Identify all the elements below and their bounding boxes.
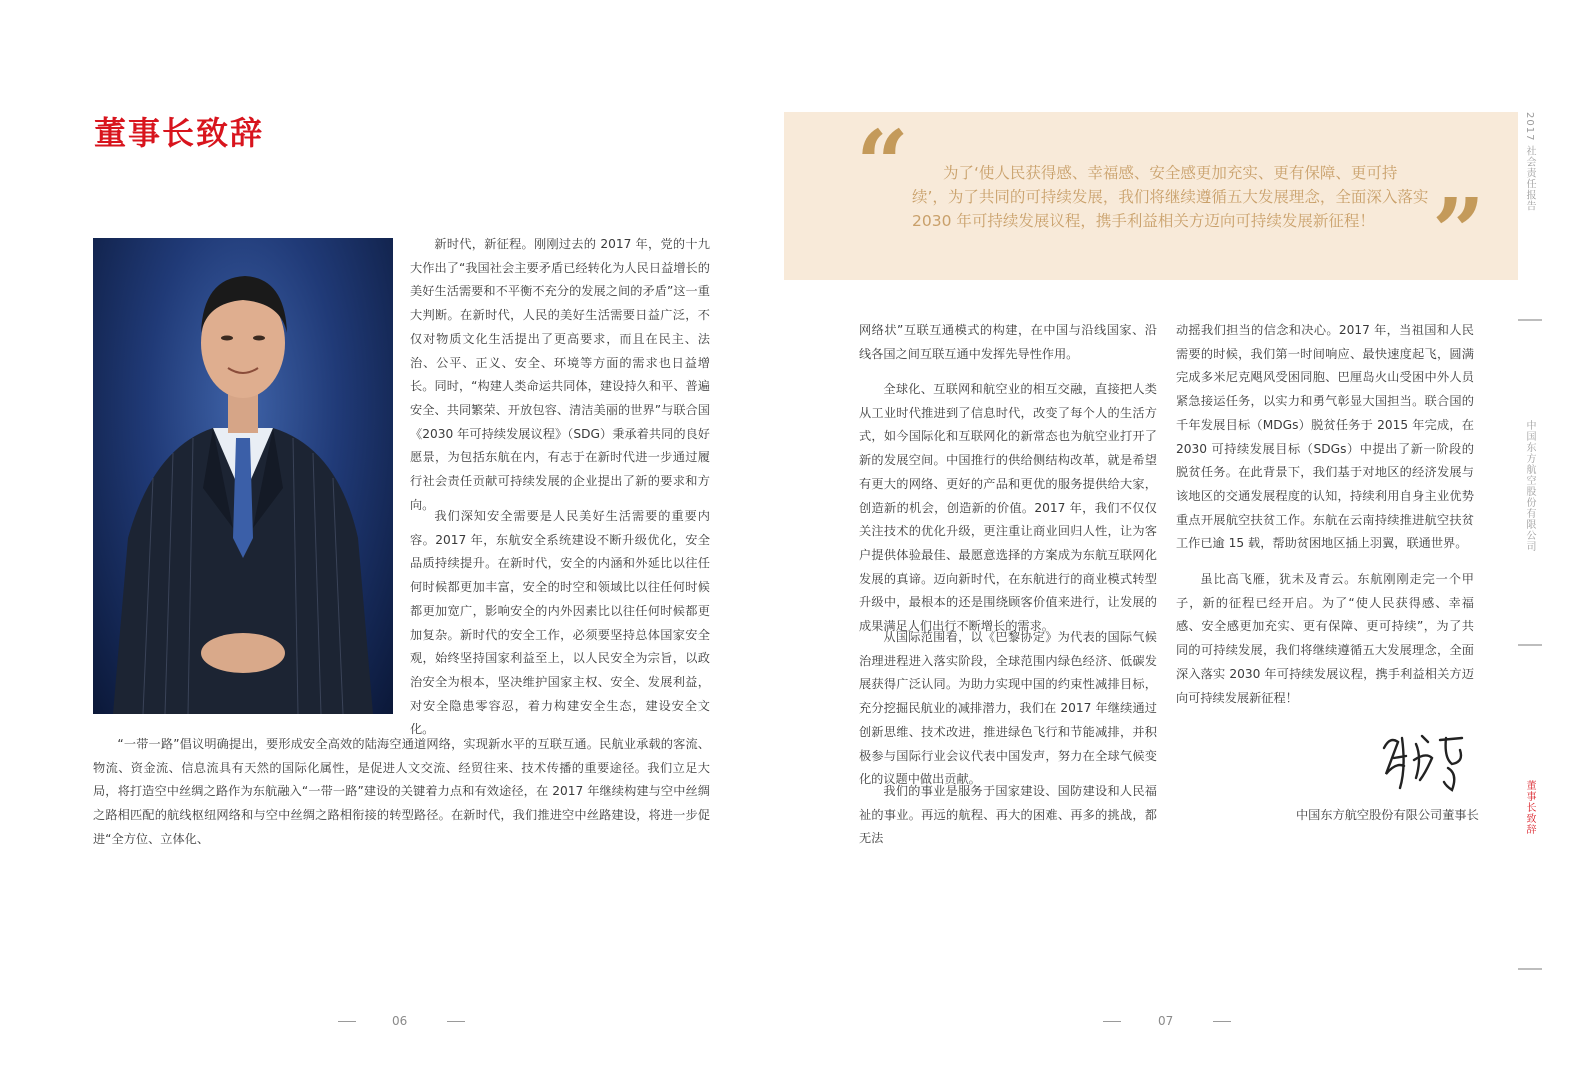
sidebar-section-label: 董事长致辞	[1524, 780, 1535, 835]
quote-open-mark: “	[856, 110, 909, 218]
page-dash	[338, 1021, 356, 1022]
page-title: 董事长致辞	[94, 114, 265, 152]
chairman-portrait	[93, 238, 393, 714]
quote-close-mark: ”	[1432, 178, 1485, 286]
paragraph-closing: 虽比高飞雁，犹未及青云。东航刚刚走完一个甲子，新的征程已经开启。为了“使人民获得感、幸福感、安全感更加充实、更有保障、更可持续”，为了共同的可持续发展，我们将继续遵循五大发展理念，全面深入落实 2030 年可持续发展议程，携手利益相关方迈向可持续发展新征程！	[1176, 572, 1474, 705]
page-dash	[447, 1021, 465, 1022]
sidebar-divider	[1518, 644, 1542, 646]
pull-quote: 为了‘使人民获得感、幸福感、安全感更加充实、更有保障、更可持续’，为了共同的可持续发展，我们将继续遵循五大发展理念，全面深入落实 2030 年可持续发展议程，携手利益相关方迈向可持续发展新征程！	[912, 164, 1429, 230]
signature	[1376, 728, 1472, 802]
paragraph-globalization: 全球化、互联网和航空业的相互交融，直接把人类从工业时代推进到了信息时代，改变了每个人的生活方式，如今国际化和互联网化的新常态也为航空业打开了新的发展空间。中国推行的供给侧结构改革，就是希望有更大的网络、更好的产品和更优的服务提供给大家，创造新的机会，创造新的价值。2017 年，我们不仅仅关注技术的优化升级，更注重让商业回归人性，让为客户提供体验最佳、最愿意选择的方案成为东航互联网化发展的真谛。迈向新时代，在东航进行的商业模式转型升级中，最根本的还是围绕顾客价值来进行，让发展的成果满足人们出行不断增长的需求。	[859, 382, 1157, 634]
paragraph-safety: 我们深知安全需要是人民美好生活需要的重要内容。2017 年，东航安全系统建设不断升级优化，安全品质持续提升。在新时代，安全的内涵和外延比以往任何时候都更加丰富，安全的时空和领域比以往任何时候都更加宽广，影响安全的内外因素比以往任何时候都更加复杂。新时代的安全工作，必须要坚持总体国家安全观，始终坚持国家利益至上，以人民安全为宗旨，以政治安全为根本，坚决维护国家主权、安全、发展利益，对安全隐患零容忍，着力构建安全生态，建设安全文化。	[410, 509, 710, 737]
paragraph-belt-road: “一带一路”倡议明确提出，要形成安全高效的陆海空通道网络，实现新水平的互联互通。民航业承载的客流、物流、资金流、信息流具有天然的国际化属性，是促进人文交流、经贸往来、技术传播的重要途径。我们立足大局，将打造空中丝绸之路作为东航融入“一带一路”建设的关键着力点和有效途径，在 2017 年继续构建与空中丝绸之路相匹配的航线枢纽网络和与空中丝绸之路相衔接的转型路径。在新时代，我们推进空中丝路建设，将进一步促进“全方位、立体化、	[93, 737, 710, 846]
paragraph-new-era: 新时代，新征程。刚刚过去的 2017 年，党的十九大作出了“我国社会主要矛盾已经转化为人民日益增长的美好生活需要和不平衡不充分的发展之间的矛盾”这一重大判断。在新时代，人民的美好生活需要日益广泛，不仅对物质文化生活提出了更高要求，而且在民主、法治、公平、正义、安全、环境等方面的需求也日益增长。同时，“构建人类命运共同体，建设持久和平、普遍安全、共同繁荣、开放包容、清洁美丽的世界”与联合国《2030 年可持续发展议程》（SDG）秉承着共同的良好愿景，为包括东航在内，有志于在新时代进一步通过履行社会责任贡献可持续发展的企业提出了新的要求和方向。	[410, 237, 710, 512]
sidebar-report-label: 2017 社会责任报告	[1524, 112, 1535, 212]
paragraph-poverty: 动摇我们担当的信念和决心。2017 年，当祖国和人民需要的时候，我们第一时间响应、最快速度起飞，圆满完成多米尼克飓风受困同胞、巴厘岛火山受困中外人员紧急接运任务，以实力和勇气彰显大国担当。联合国的千年发展目标（MDGs）脱贫任务于 2015 年完成，在 2030 可持续发展目标（SDGs）中提出了新一阶段的脱贫任务。在此背景下，我们基于对地区的经济发展与该地区的交通发展程度的认知，持续利用自身主业优势重点开展航空扶贫工作。东航在云南持续推进航空扶贫工作已逾 15 载，帮助贫困地区插上羽翼，联通世界。	[1176, 323, 1474, 551]
page-number-right: 07	[1158, 1014, 1174, 1028]
sidebar-divider	[1518, 319, 1542, 321]
page-dash	[1103, 1021, 1121, 1022]
page-number-left: 06	[392, 1014, 408, 1028]
paragraph-mission: 我们的事业是服务于国家建设、国防建设和人民福祉的事业。再远的航程、再大的困难、再多的挑战，都无法	[859, 784, 1157, 846]
sidebar-company-label: 中国东方航空股份有限公司	[1524, 420, 1535, 552]
page-dash	[1213, 1021, 1231, 1022]
paragraph-network: 网络状”互联互通模式的构建，在中国与沿线国家、沿线各国之间互联互通中发挥先导性作用。	[859, 323, 1157, 361]
sidebar-divider	[1518, 968, 1542, 970]
paragraph-climate: 从国际范围看，以《巴黎协定》为代表的国际气候治理进程进入落实阶段，全球范围内绿色经济、低碳发展获得广泛认同。为助力实现中国的约束性减排目标，充分挖掘民航业的减排潜力，我们在 2017 年继续通过创新思维、技术改进，推进绿色飞行和节能减排，并积极参与国际行业会议代表中国发声，努力在全球气候变化的议题中做出贡献。	[859, 630, 1157, 787]
signature-title: 中国东方航空股份有限公司董事长	[1296, 808, 1479, 822]
portrait-illustration	[93, 238, 393, 714]
